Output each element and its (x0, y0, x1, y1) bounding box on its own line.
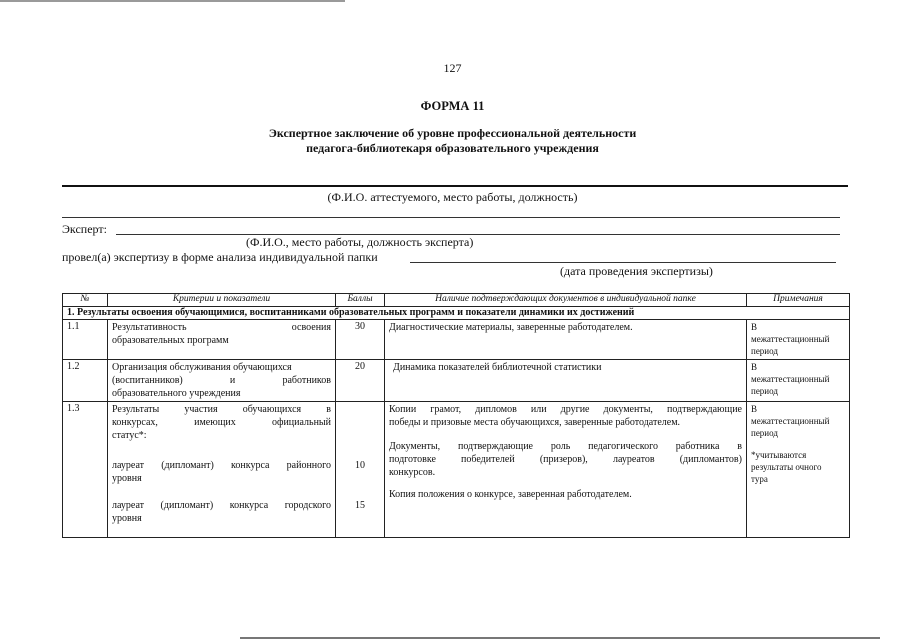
row-documents: Динамика показателей библиотечной статистики (385, 360, 747, 402)
row-criteria: Результаты участия обучающихся в конкурсах, имеющих официальный статус*: лауреат (дипломант) конкурса районного уровня лауреат (дипломант) конкурса городского уровня (108, 402, 336, 538)
sub-criteria-city: лауреат (дипломант) конкурса городского (112, 500, 331, 511)
scan-edge-top (0, 0, 345, 2)
row-notes: В межаттестационный период (747, 320, 850, 360)
points-city: 15 (355, 500, 365, 511)
row-num: 1.3 (63, 402, 108, 538)
conducted-label: провел(а) экспертизу в форме анализа индивидуальной папки (62, 250, 378, 264)
document-title-line-2: педагога-библиотекаря образовательного учреждения (306, 141, 599, 155)
header-criteria: Критерии и показатели (108, 294, 336, 307)
fio-fill-line (62, 185, 848, 187)
sub-criteria-district: лауреат (дипломант) конкурса районного (112, 460, 331, 471)
blank-line (62, 217, 840, 218)
row-points (336, 402, 385, 538)
row-documents: Копии грамот, дипломов или другие документы, подтверждающие победы и призовые места обучающихся, заверенные работодателем. Документы, подтверждающие роль педагогического работника в подготовке победителей (призеров), лауреатов (дипломантов) конкурсов. Копия положения о конкурсе, заверенная работодателем. (385, 402, 747, 538)
header-num: № (63, 294, 108, 307)
row-num: 1.1 (63, 320, 108, 360)
document-title (0, 126, 905, 156)
date-caption: (дата проведения экспертизы) (560, 264, 713, 278)
criteria-table (62, 293, 850, 538)
table-header-row (63, 294, 850, 307)
header-documents: Наличие подтверждающих документов в индивидуальной папке (385, 294, 747, 307)
row-documents: Диагностические материалы, заверенные работодателем. (385, 320, 747, 360)
section-title: 1. Результаты освоения обучающимися, воспитанниками образовательных программ и показатели динамики их достижений (63, 307, 850, 320)
scan-edge-bottom (240, 637, 880, 639)
row-notes: В межаттестационный период *учитываются результаты очного тура (747, 402, 850, 538)
date-fill-line[interactable] (410, 262, 836, 263)
section-row (63, 307, 850, 320)
header-points: Баллы (336, 294, 385, 307)
row-criteria: Результативность освоения образовательных программ (108, 320, 336, 360)
document-title-line-1: Экспертное заключение об уровне профессиональной деятельности (268, 126, 637, 140)
expert-label: Эксперт: (62, 222, 107, 236)
row-points: 30 (336, 320, 385, 360)
row-points: 20 (336, 360, 385, 402)
table-row (63, 360, 850, 402)
row-notes: В межаттестационный период (747, 360, 850, 402)
header-notes: Примечания (747, 294, 850, 307)
page-number: 127 (443, 61, 462, 75)
form-title: ФОРМА 11 (420, 99, 485, 113)
row-num: 1.2 (63, 360, 108, 402)
expert-fill-line[interactable] (116, 234, 840, 235)
row-criteria: Организация обслуживания обучающихся (воспитанников) и работников образовательного учреждения (108, 360, 336, 402)
table-row (63, 402, 850, 538)
table-row (63, 320, 850, 360)
points-district: 10 (355, 460, 365, 471)
expert-caption: (Ф.И.О., место работы, должность эксперта) (246, 235, 474, 249)
fio-caption: (Ф.И.О. аттестуемого, место работы, должность) (327, 190, 578, 204)
